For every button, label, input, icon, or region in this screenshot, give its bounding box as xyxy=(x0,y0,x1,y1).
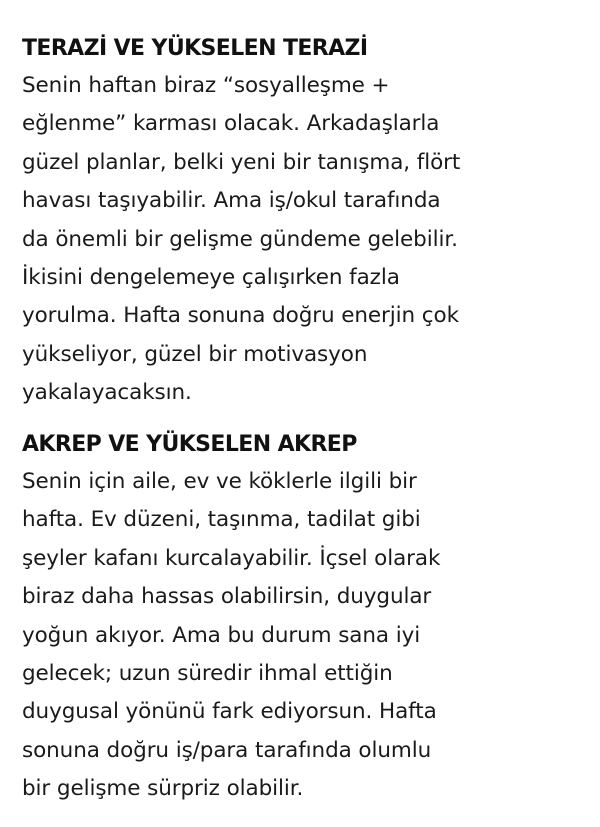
body-line: yakalayacaksın. xyxy=(22,380,192,406)
body-line: duygusal yönünü fark ediyorsun. Hafta xyxy=(22,699,437,725)
body-line: şeyler kafanı kurcalayabilir. İçsel olarak xyxy=(22,545,441,571)
body-line: da önemli bir gelişme gündeme gelebilir. xyxy=(22,226,458,252)
body-line: yorulma. Hafta sonuna doğru enerjin çok xyxy=(22,303,459,329)
body-line: sonuna doğru iş/para tarafında olumlu xyxy=(22,737,432,763)
section-scorpio xyxy=(22,429,594,809)
body-line: biraz daha hassas olabilirsin, duygular xyxy=(22,584,432,610)
body-line: İkisini dengelemeye çalışırken fazla xyxy=(22,265,400,291)
body-line: yoğun akıyor. Ama bu durum sana iyi xyxy=(22,622,421,648)
section-body xyxy=(22,463,594,809)
section-heading: TERAZİ VE YÜKSELEN TERAZİ xyxy=(22,36,368,61)
section-body xyxy=(22,67,594,413)
body-line: Senin haftan biraz “sosyalleşme + xyxy=(22,73,390,98)
body-line: eğlenme” karması olacak. Arkadaşlarla xyxy=(22,111,440,137)
body-line: havası taşıyabilir. Ama iş/okul tarafında xyxy=(22,188,441,214)
body-line: güzel planlar, belki yeni bir tanışma, flört xyxy=(22,149,461,175)
section-heading: AKREP VE YÜKSELEN AKREP xyxy=(22,432,357,457)
body-line: gelecek; uzun süredir ihmal ettiğin xyxy=(22,661,393,687)
body-line: hafta. Ev düzeni, taşınma, tadilat gibi xyxy=(22,507,421,533)
body-line: bir gelişme sürpriz olabilir. xyxy=(22,776,304,802)
section-libra xyxy=(22,33,594,413)
body-line: yükseliyor, güzel bir motivasyon xyxy=(22,341,368,367)
body-line: Senin için aile, ev ve köklerle ilgili bir xyxy=(22,469,417,494)
